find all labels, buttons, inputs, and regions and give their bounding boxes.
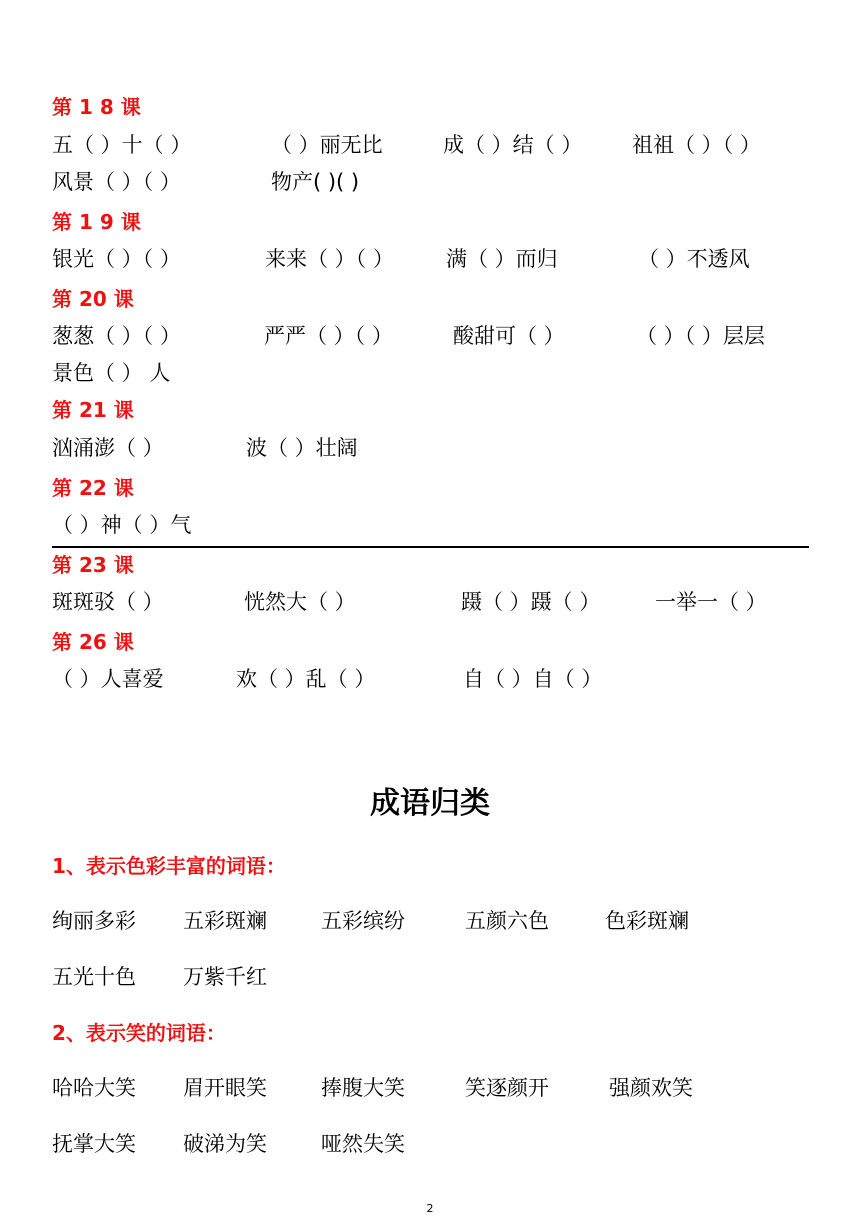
exercise-item: （ ）丽无比	[271, 133, 383, 157]
idiom-item: 绚丽多彩	[52, 909, 136, 933]
exercise-item: 风景（ ）（ ）	[52, 170, 181, 194]
exercise-item: 一举一（ ）	[655, 590, 767, 614]
exercise-item: 景色（ ） 人	[52, 361, 171, 385]
idiom-item: 捧腹大笑	[321, 1076, 405, 1100]
exercise-item: 银光（ ）（ ）	[52, 247, 181, 271]
idiom-item: 破涕为笑	[183, 1132, 267, 1156]
idiom-item: 五颜六色	[465, 909, 549, 933]
exercise-item: 成（ ）结（ ）	[443, 133, 583, 157]
exercise-item: 葱葱（ ）（ ）	[52, 324, 181, 348]
exercise-item: （ ）神（ ）气	[52, 513, 192, 537]
exercise-item: 汹涌澎（ ）	[52, 436, 164, 460]
idiom-item: 眉开眼笑	[183, 1076, 267, 1100]
exercise-item: 酸甜可（ ）	[453, 324, 565, 348]
exercise-item: 五（ ）十（ ）	[52, 133, 192, 157]
category-title: 1、表示色彩丰富的词语：	[52, 854, 286, 878]
idiom-item: 哈哈大笑	[52, 1076, 136, 1100]
idiom-item: 笑逐颜开	[465, 1076, 549, 1100]
lesson-title: 第 20 课	[52, 287, 134, 311]
exercise-item: 祖祖（ ）（ ）	[632, 133, 761, 157]
horizontal-rule	[52, 546, 809, 548]
idiom-item: 色彩斑斓	[605, 909, 689, 933]
section-title: 成语归类	[370, 786, 490, 821]
idiom-item: 强颜欢笑	[609, 1076, 693, 1100]
lesson-title: 第 1 9 课	[52, 210, 141, 234]
exercise-item: 自（ ）自（ ）	[463, 667, 603, 691]
exercise-item: 恍然大（ ）	[244, 590, 356, 614]
exercise-item: （ ）不透风	[638, 247, 750, 271]
exercise-item: 严严（ ）（ ）	[264, 324, 393, 348]
exercise-item: 斑斑驳（ ）	[52, 590, 164, 614]
lesson-title: 第 1 8 课	[52, 95, 141, 119]
exercise-item: 波（ ）壮阔	[246, 436, 358, 460]
idiom-item: 万紫千红	[183, 965, 267, 989]
exercise-item: 来来（ ）（ ）	[265, 247, 394, 271]
exercise-item: 欢（ ）乱（ ）	[236, 667, 376, 691]
lesson-title: 第 23 课	[52, 553, 134, 577]
exercise-item: 满（ ）而归	[446, 247, 558, 271]
idiom-item: 五彩斑斓	[183, 909, 267, 933]
idiom-item: 五彩缤纷	[321, 909, 405, 933]
lesson-title: 第 22 课	[52, 476, 134, 500]
exercise-item: 物产( )( )	[271, 170, 360, 194]
exercise-item: （ ）（ ）层层	[636, 324, 765, 348]
idiom-item: 五光十色	[52, 965, 136, 989]
page-number: 2	[426, 1202, 434, 1215]
lesson-title: 第 26 课	[52, 630, 134, 654]
lesson-title: 第 21 课	[52, 398, 134, 422]
exercise-item: 蹑（ ）蹑（ ）	[461, 590, 601, 614]
idiom-item: 哑然失笑	[321, 1132, 405, 1156]
idiom-item: 抚掌大笑	[52, 1132, 136, 1156]
exercise-item: （ ）人喜爱	[52, 667, 164, 691]
category-title: 2、表示笑的词语：	[52, 1021, 226, 1045]
